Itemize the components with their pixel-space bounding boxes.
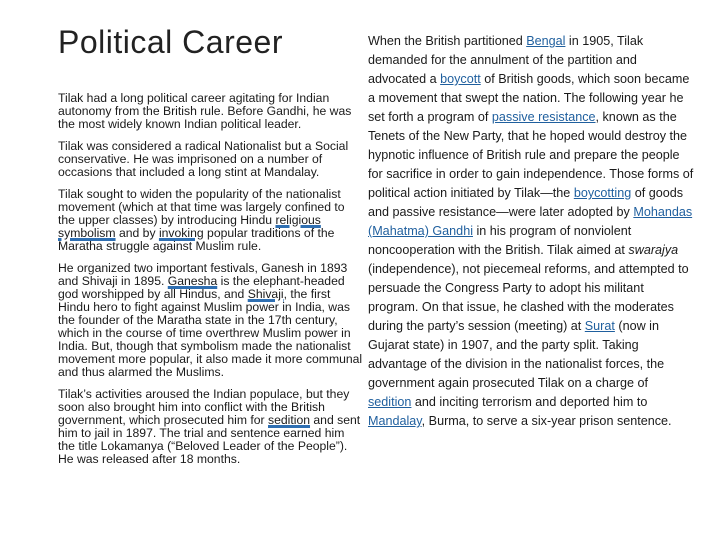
- text-run: (now in Gujarat state) in 1907, and the party split. Taking advantage of the division in the nationalist forces, the government again prosecuted Tilak on a charge of: [368, 319, 665, 390]
- text-run: in 1905, Tilak demanded for the annulment of the partition and advocated a: [368, 34, 644, 86]
- link-sedition[interactable]: sedition: [268, 413, 311, 427]
- link-religious[interactable]: religious: [275, 213, 321, 227]
- text-run: Tilak’s activities aroused the Indian populace, but they soon also brought him into conflict with the British government, which prosecuted him for: [58, 387, 350, 427]
- text-run: , known as the Tenets of the New Party, that he hoped would destroy the hypnotic influence of British rule and prepare the people for sacrifice in order to gain independence. Those forms of political action initiated by Tilak—the: [368, 110, 694, 200]
- text-run: and inciting terrorism and deported him to: [411, 395, 648, 409]
- link-invoking[interactable]: invoking: [158, 226, 204, 240]
- paragraph-sedition-trial: [58, 388, 364, 466]
- text-run: (independence), not piecemeal reforms, and attempted to persuade the Congress Party to adopt his militant program. On that issue, he clashed with the moderates during the party’s session (meeting) at: [368, 262, 689, 333]
- text-run: and by: [115, 226, 159, 240]
- left-column: [58, 92, 364, 475]
- link-mahatma-gandhi[interactable]: Mohandas (Mahatma) Gandhi: [368, 205, 693, 238]
- paragraph-hindu-symbolism: [58, 188, 364, 253]
- text-run: , Burma, to serve a six-year prison sentence.: [421, 414, 672, 428]
- text-run: popular traditions of the Maratha struggle against Muslim rule.: [58, 226, 335, 253]
- paragraph-festivals: [58, 262, 364, 379]
- link-ganesha[interactable]: Ganesha: [167, 274, 218, 288]
- paragraph-radical-nationalist: Tilak was considered a radical Nationalist but a Social conservative. He was imprisoned on a number of occasions that included a long stint at Mandalay.: [58, 139, 349, 179]
- link-boycotting[interactable]: boycotting: [573, 186, 632, 200]
- text-run: Tilak sought to widen the popularity of the nationalist movement (which at that time was largely confined to the upper classes) by introducing Hindu: [58, 187, 345, 227]
- text-run: and sent him to jail in 1897. The trial and sentence earned him the title Lokamanya (“Beloved Leader of the People”). He was released after 18 months.: [58, 413, 361, 466]
- link-passive-resistance[interactable]: passive resistance: [491, 110, 596, 124]
- link-mandalay[interactable]: Mandalay: [368, 414, 422, 428]
- paragraph-autonomy: Tilak had a long political career agitating for Indian autonomy from the British rule. Before Gandhi, he was the most widely known Indian political leader.: [58, 91, 352, 131]
- link-shivaji[interactable]: Shivaji: [247, 287, 284, 301]
- term-swarajya: swarajya: [628, 243, 679, 257]
- right-column: [368, 32, 694, 431]
- link-bengal[interactable]: Bengal: [526, 34, 566, 48]
- text-run: is the elephant-headed god worshipped by all Hindus, and: [58, 274, 345, 301]
- link-sedition-2[interactable]: sedition: [368, 395, 412, 409]
- text-run: , the first Hindu hero to fight against Muslim power in India, was the founder of the Maratha state in the 17th century, which in the course of time overthrew Muslim power in India. But, though that symbolism made the nationalist movement more popular, it also made it more communal and thus alarmed the Muslims.: [58, 287, 363, 379]
- text-run: in his program of nonviolent noncooperation with the British. Tilak aimed at: [368, 224, 632, 257]
- text-run: He organized two important festivals, Ganesh in 1893 and Shivaji in 1895.: [58, 261, 348, 288]
- text-run: When the British partitioned: [368, 34, 527, 48]
- text-run: of goods and passive resistance—were later adopted by: [368, 186, 684, 219]
- link-symbolism[interactable]: symbolism: [58, 226, 116, 240]
- page-title: Political Career: [58, 24, 283, 60]
- paragraph-partition-boycott: [368, 32, 694, 431]
- link-surat[interactable]: Surat: [584, 319, 615, 333]
- text-run: of British goods, which soon became a movement that swept the nation. The following year he set forth a program of: [368, 72, 690, 124]
- link-boycott[interactable]: boycott: [440, 72, 481, 86]
